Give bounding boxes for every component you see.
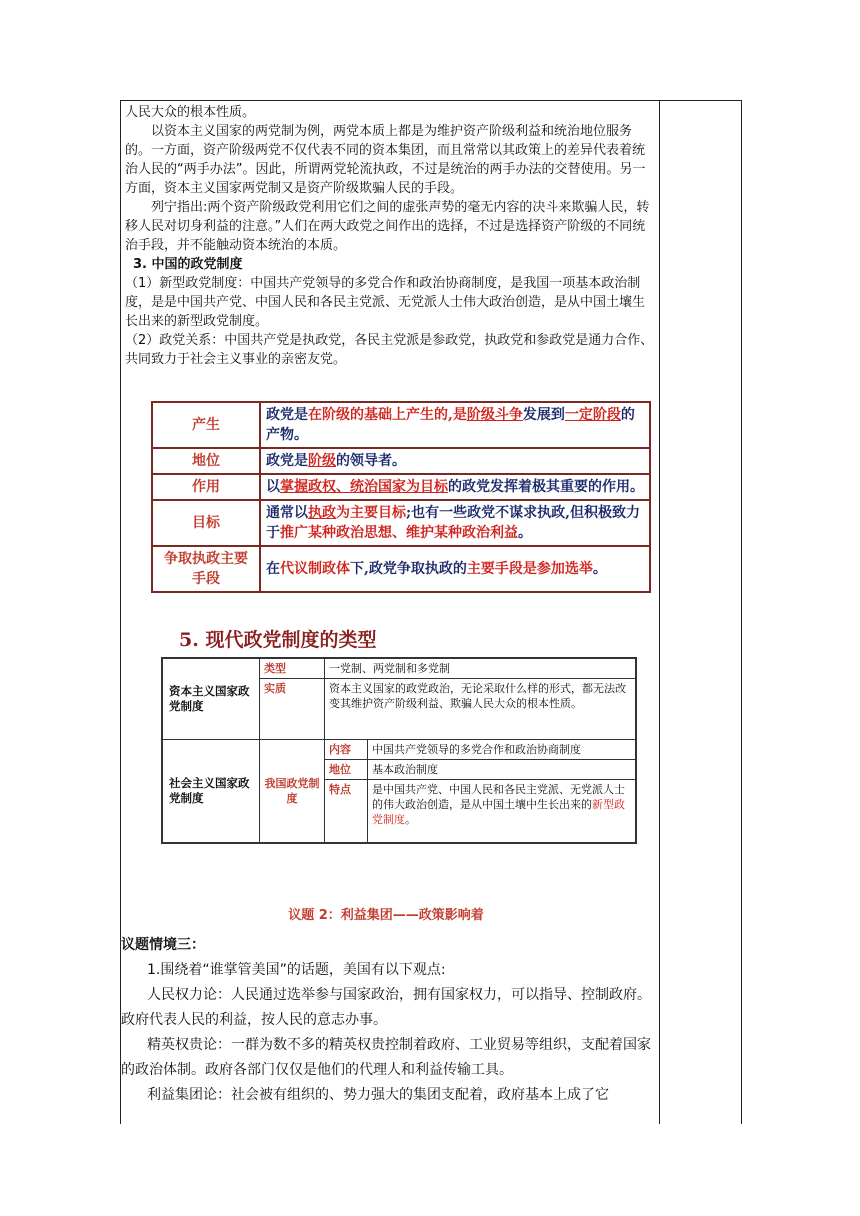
type-value: 一党制、两党制和多党制 (325, 658, 637, 679)
text-span: 。 (405, 813, 416, 826)
table-row (152, 474, 650, 500)
table-row (162, 658, 636, 679)
row-content (260, 474, 650, 500)
text-span: 。 (592, 561, 607, 577)
viewpoint: 精英权贵论：一群为数不多的精英权贵控制着政府、工业贸易等组织，支配着国家的政治体制。政府各部门仅仅是他们的代理人和利益传输工具。 (121, 1037, 651, 1078)
text-span: 以 (266, 479, 280, 495)
question: 1.围绕着“谁掌管美国”的话题，美国有以下观点: (147, 962, 446, 978)
our-system-label: 我国政党制度 (260, 740, 325, 844)
table-row (152, 500, 650, 546)
row-content (260, 448, 650, 474)
viewpoint: 人民权力论：人民通过选举参与国家政治，拥有国家权力，可以指导、控制政府。政府代表人民的利益，按人民的意志办事。 (121, 987, 651, 1028)
text-span: 的领导者。 (336, 453, 406, 469)
text-span: ;也有一些政党不谋求执政,但积极致力于 (266, 505, 641, 541)
topic-2-heading: 议题 2：利益集团——政策影响着 (288, 908, 484, 923)
socialist-label: 社会主义国家政党制度 (162, 740, 260, 844)
text-span: 下,政党争取执政的 (350, 561, 467, 577)
text-span: 在 (266, 561, 280, 577)
text-span: 是中国共产党、中国人民和各民主党派、无党派人士的伟大政治创造，是从中国土壤中生长出来的 (372, 783, 625, 811)
essence-label: 实质 (260, 679, 325, 740)
party-features-table (151, 401, 651, 593)
section-5-title: 5. 现代政党制度的类型 (179, 629, 377, 651)
row-content (260, 402, 650, 448)
table-row (162, 740, 636, 760)
text-span: 的产物。 (266, 407, 635, 443)
text-span: 政党是 (266, 407, 308, 423)
viewpoint: 利益集团论：社会被有组织的、势力强大的集团支配着，政府基本上成了它 (147, 1087, 609, 1103)
row-label: 产生 (152, 402, 260, 448)
row-label: 作用 (152, 474, 260, 500)
row-content (260, 500, 650, 546)
essence-value: 资本主义国家的政党政治，无论采取什么样的形式，都无法改变其维护资产阶级利益、欺骗人民大众的根本性质。 (325, 679, 637, 740)
text-span: 的政党发挥着极其重要的作用。 (448, 479, 644, 495)
paragraph: （1）新型政党制度：中国共产党领导的多党合作和政治协商制度，是我国一项基本政治制度，是是中国共产党、中国人民和各民主党派、无党派人士伟大政治创造，是从中国土壤生长出来的新型政党制度。 (125, 276, 646, 329)
section-heading: 3. 中国的政党制度 (133, 257, 243, 272)
table-row (152, 448, 650, 474)
text-span: 政党是 (266, 453, 308, 469)
row-label: 地位 (152, 448, 260, 474)
position-label: 地位 (325, 760, 368, 780)
text-span: 阶级 (308, 453, 336, 469)
text-span: 执政 (308, 505, 336, 521)
text-span: 阶级斗争 (466, 407, 523, 423)
text-span: 在阶级的基础上产生的,是 (308, 407, 467, 423)
main-cell (125, 103, 655, 369)
row-label: 目标 (152, 500, 260, 546)
feature-value (368, 780, 637, 844)
text-span: 掌握政权、统治国家为目标 (280, 479, 448, 495)
feature-label: 特点 (325, 780, 368, 844)
table-row (152, 402, 650, 448)
paragraph: 人民大众的根本性质。 (125, 105, 256, 120)
scenario-heading: 议题情境三： (121, 937, 205, 953)
text-span: 通常以 (266, 505, 308, 521)
text-span: 代议制政体 (280, 561, 350, 577)
capitalist-label: 资本主义国家政党制度 (162, 658, 260, 740)
paragraph: （2）政党关系：中国共产党是执政党，各民主党派是参政党，执政党和参政党是通力合作、共同致力于社会主义事业的亲密友党。 (125, 333, 654, 367)
lower-section (121, 933, 655, 1108)
party-system-types-table (161, 657, 637, 844)
text-span: 为主要目标 (336, 505, 406, 521)
text-span: 发展到 (522, 407, 565, 423)
text-span: 。 (518, 525, 532, 541)
text-span: 新型政党制度 (372, 798, 625, 826)
page-table (120, 100, 742, 1124)
paragraph: 以资本主义国家的两党制为例，两党本质上都是为维护资产阶级利益和统治地位服务的。一方面，资产阶级两党不仅代表不同的资本集团，而且常常以其政策上的差异代表着统治人民的“两手办法”。因此，所谓两党轮流执政，不过是统治的两手办法的交替使用。另一方面，资本主义国家两党制又是资产阶级欺骗人民的手段。 (125, 124, 646, 196)
paragraph: 列宁指出:两个资产阶级政党利用它们之间的虚张声势的毫无内容的决斗来欺骗人民，转移人民对切身利益的注意。”人们在两大政党之间作出的选择，不过是选择资产阶级的不同统治手段，并不能触动资本统治的本质。 (125, 200, 650, 253)
row-label: 争取执政主要手段 (152, 546, 260, 592)
row-content (260, 546, 650, 592)
content-label: 内容 (325, 740, 368, 760)
position-value: 基本政治制度 (368, 760, 637, 780)
content-value: 中国共产党领导的多党合作和政治协商制度 (368, 740, 637, 760)
text-span: 主要手段是参加选举 (466, 561, 593, 577)
text-span: 一定阶段 (564, 407, 621, 423)
table-row (152, 546, 650, 592)
column-divider (659, 101, 660, 1124)
type-label: 类型 (260, 658, 325, 679)
text-span: 推广某种政治思想、维护某种政治利益 (280, 525, 518, 541)
